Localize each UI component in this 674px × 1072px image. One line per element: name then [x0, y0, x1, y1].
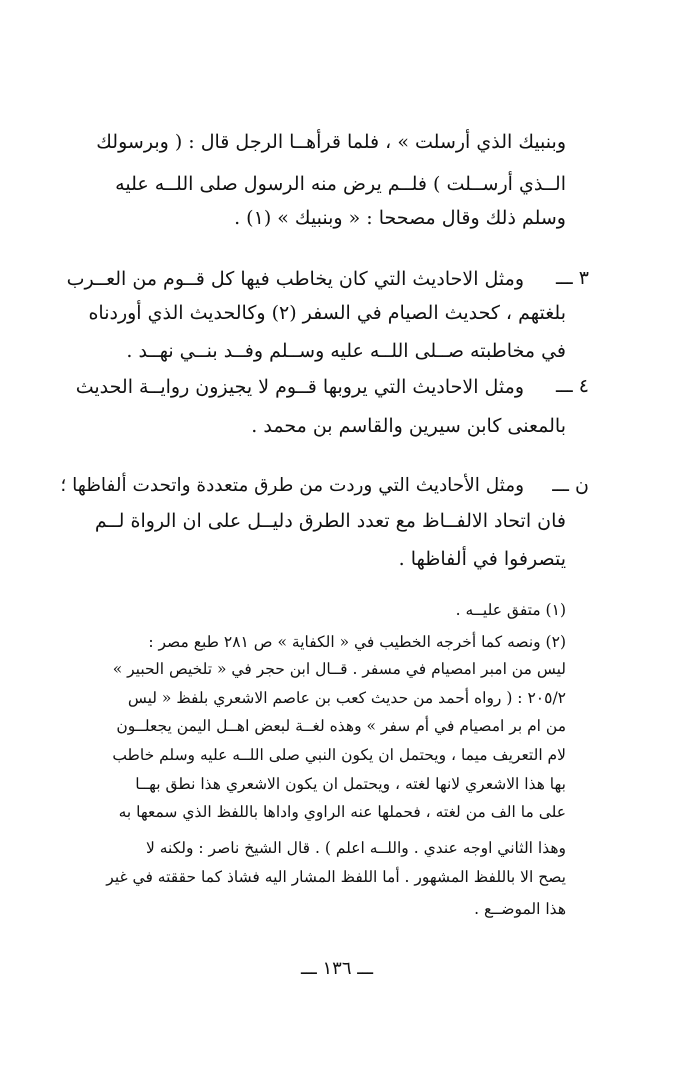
item-5-line-1: ومثل الأحاديث التي وردت من طرق متعددة واتحدت ألفاظها ؛	[60, 475, 524, 496]
footnote-2-line-9: يصح الا باللفظ المشهور . أما اللفظ المشار اليه فشاذ كما حققته في غير	[106, 868, 566, 886]
page-number: ـــ ١٣٦ ـــ	[300, 958, 374, 979]
item-3-line-3: في مخاطبته صــلى اللــه عليه وســلم وفــد بنــي نهــد .	[126, 340, 566, 362]
item-4-line-2: بالمعنى كابن سيرين والقاسم بن محمد .	[251, 415, 566, 437]
paragraph-1-line-2: الــذي أرســلت ) فلــم يرض منه الرسول صلى اللــه عليه	[115, 173, 566, 195]
paragraph-1-line-3: وسلم ذلك وقال مصححا : « وبنبيك » (١) .	[234, 207, 566, 229]
footnote-2-line-5: لام التعريف ميما ، ويحتمل ان يكون النبي صلى اللــه عليه وسلم خاطب	[112, 746, 566, 764]
item-4-line-1: ومثل الاحاديث التي يروبها قــوم لا يجيزون روايــة الحديث	[75, 376, 524, 398]
item-4-number: ٤ ـــ	[556, 375, 589, 397]
footnote-2-line-3: ٢٠٥/٢ : ( رواه أحمد من حديث كعب بن عاصم الاشعري بلفظ « ليس	[127, 689, 566, 707]
item-5-line-3: يتصرفوا في ألفاظها .	[398, 548, 566, 570]
footnote-2-line-7: على ما الف من لغته ، فحملها عنه الراوي واداها باللفظ الذي سمعها به	[118, 803, 566, 821]
item-5-number: ن ـــ	[552, 474, 589, 496]
item-3-number: ٣ ـــ	[556, 267, 589, 289]
footnote-2-line-10: هذا الموضــع .	[474, 900, 566, 918]
paragraph-1-line-1: وبنبيك الذي أرسلت » ، فلما قرأهــا الرجل قال : ( وبرسولك	[96, 131, 566, 153]
footnote-2-line-6: بها هذا الاشعري لانها لغته ، ويحتمل ان يكون الاشعري هذا نطق بهــا	[135, 775, 566, 793]
footnote-2-line-8: وهذا الثاني اوجه عندي . واللــه اعلم ) . قال الشيخ ناصر : ولكنه لا	[145, 839, 566, 857]
item-5-line-2: فان اتحاد الالفــاظ مع تعدد الطرق دليــل على ان الرواة لــم	[94, 510, 566, 532]
footnote-2-line-4: من ام بر امصيام في أم سفر » وهذه لغــة لبعض اهــل اليمن يجعلــون	[116, 717, 566, 735]
footnote-2-line-1: (٢) ونصه كما أخرجه الخطيب في « الكفاية » ص ٢٨١ طبع مصر :	[148, 633, 566, 651]
footnote-1: (١) متفق عليــه .	[455, 601, 566, 619]
footnote-2-line-2: ليس من امبر امصيام في مسفر . قــال ابن حجر في « تلخيص الحبير »	[112, 660, 566, 678]
item-3-line-2: بلغتهم ، كحديث الصيام في السفر (٢) وكالحديث الذي أوردناه	[88, 302, 566, 324]
item-3-line-1: ومثل الاحاديث التي كان يخاطب فيها كل قــوم من العــرب	[66, 268, 524, 290]
